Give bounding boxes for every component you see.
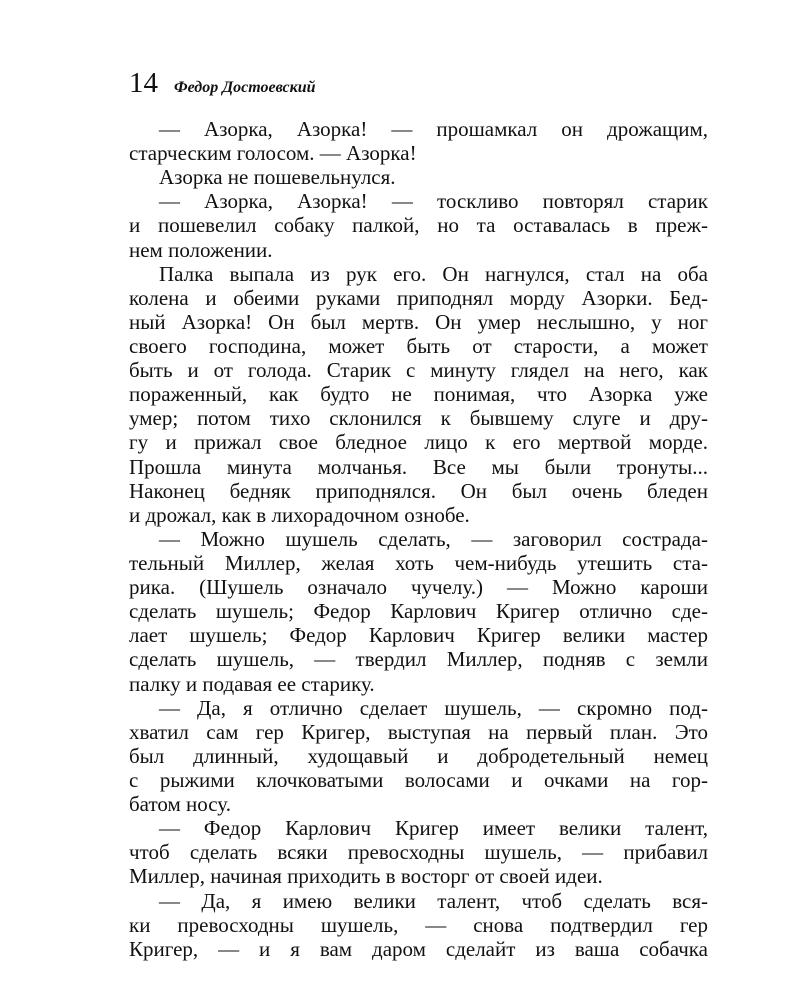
running-header — [129, 69, 316, 109]
text-line: нем положении. — [129, 237, 273, 262]
text-line: старческим голосом. — Азорка! — [129, 141, 417, 166]
body-text — [129, 117, 708, 961]
text-line: — Азорка, Азорка! — тоскливо повторял старик — [159, 189, 708, 214]
text-line: и дрожал, как в лихорадочном ознобе. — [129, 502, 470, 527]
text-line: лает шушель; Федор Карлович Кригер велики мастер — [129, 623, 708, 648]
text-line: хватил сам гер Кригер, выступая на первый план. Это — [129, 719, 708, 744]
text-line: палку и подавая ее старику. — [129, 671, 375, 696]
text-line: был длинный, худощавый и добродетельный немец — [129, 743, 708, 768]
text-line: — Можно шушель сделать, — заговорил сострада- — [159, 526, 708, 551]
text-line: рика. (Шушель означало чучелу.) — Можно кароши — [129, 575, 708, 600]
text-line: ки превосходны шушель, — снова подтвердил гер — [129, 912, 708, 937]
text-line: сделать шушель, — твердил Миллер, подняв с земли — [129, 647, 708, 672]
text-line: умер; потом тихо склонился к бывшему слуге и дру- — [129, 406, 708, 431]
text-line: тельный Миллер, желая хоть чем-нибудь утешить ста- — [129, 550, 708, 575]
text-line: Прошла минута молчанья. Все мы были тронуты... — [129, 454, 708, 479]
page-number: 14 — [129, 67, 158, 99]
text-line: — Федор Карлович Кригер имеет велики талент, — [159, 816, 708, 841]
text-line: колена и обеими руками приподнял морду Азорки. Бед- — [129, 285, 708, 310]
text-line: — Азорка, Азорка! — прошамкал он дрожащим, — [159, 117, 708, 141]
text-line: — Да, я отлично сделает шушель, — скромно под- — [159, 695, 708, 720]
text-line: гу и прижал свое бледное лицо к его мертвой морде. — [129, 430, 708, 455]
author-name: Федор Достоевский — [174, 79, 316, 96]
text-line: и пошевелил собаку палкой, но та оставалась в преж- — [129, 213, 708, 238]
text-line: пораженный, как будто не понимая, что Азорка уже — [129, 382, 708, 407]
text-line: Миллер, начиная приходить в восторг от своей идеи. — [129, 864, 603, 889]
text-line: Азорка не пошевельнулся. — [159, 165, 396, 190]
text-line: ный Азорка! Он был мертв. Он умер неслышно, у ног — [129, 309, 708, 334]
text-line: Наконец бедняк приподнялся. Он был очень бледен — [129, 478, 708, 503]
text-line: быть и от голода. Старик с минуту глядел на него, как — [129, 358, 708, 383]
text-line: Кригер, — и я вам даром сделайт из ваша собачка — [129, 936, 708, 961]
text-line: батом носу. — [129, 792, 231, 817]
text-line: — Да, я имею велики талент, чтоб сделать вся- — [159, 888, 708, 913]
text-line: с рыжими клочковатыми волосами и очками на гор- — [129, 767, 708, 792]
text-line: сделать шушель; Федор Карлович Кригер отлично сде- — [129, 599, 708, 624]
text-line: своего господина, может быть от старости, а может — [129, 333, 708, 358]
text-line: чтоб сделать всяки превосходны шушель, — прибавил — [129, 840, 708, 865]
text-line: Палка выпала из рук его. Он нагнулся, стал на оба — [159, 261, 708, 286]
